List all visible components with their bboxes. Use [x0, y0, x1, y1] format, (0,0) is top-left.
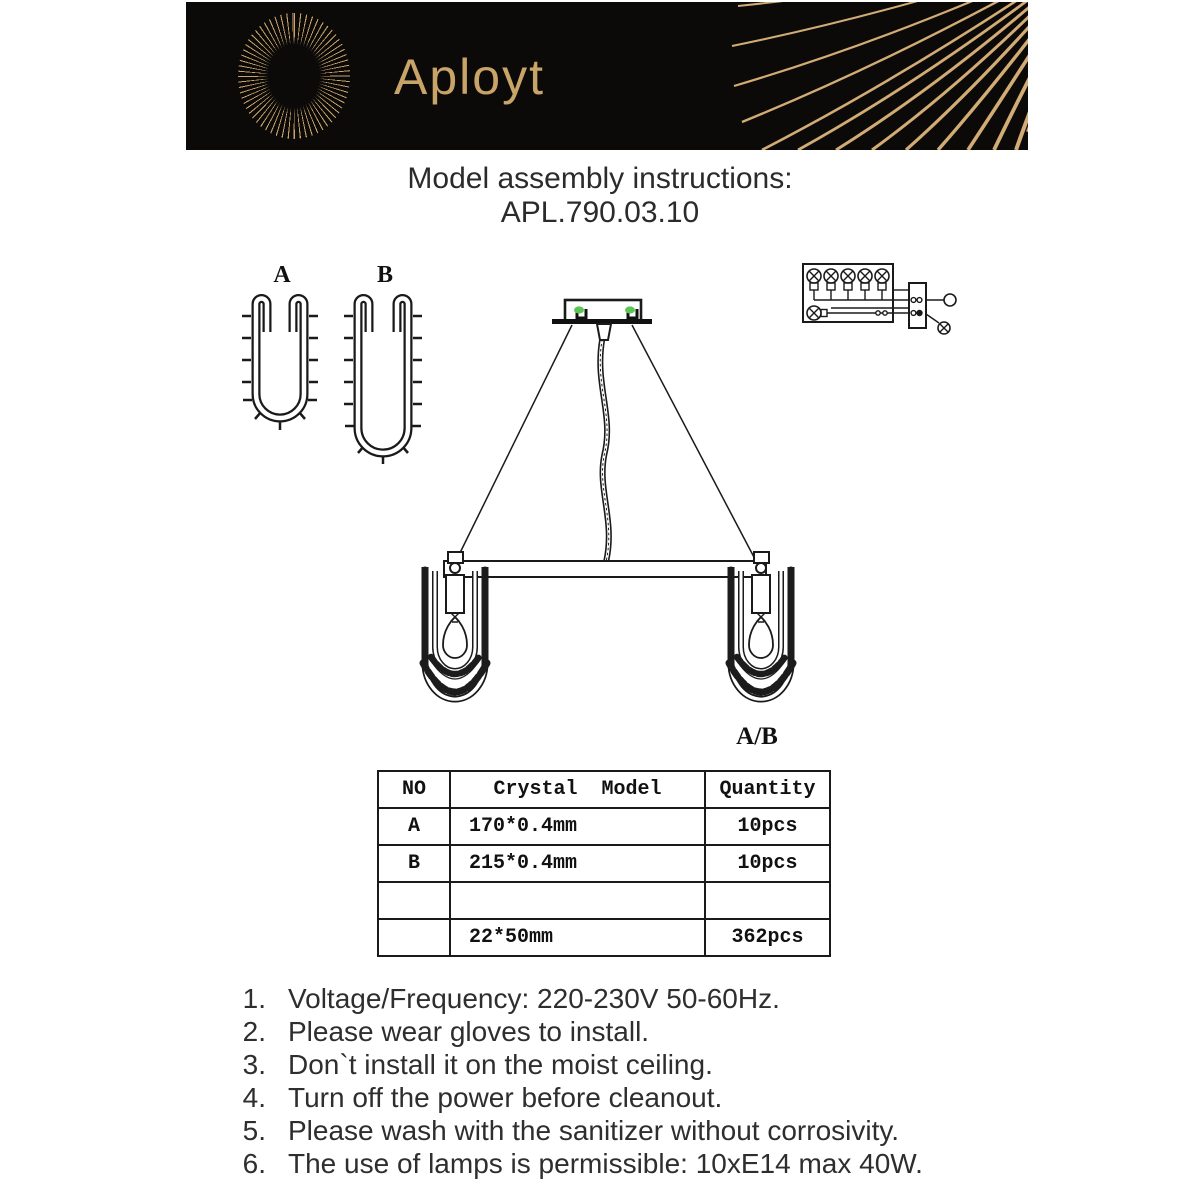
- item-number: 3.: [242, 1049, 266, 1080]
- table-row: [378, 845, 830, 882]
- item-text: Turn off the power before cleanout.: [288, 1082, 723, 1113]
- brand-name: Aployt: [394, 49, 545, 105]
- cell-no: A: [378, 808, 450, 845]
- item-number: 1.: [242, 983, 266, 1014]
- cell-qty: 10pcs: [705, 808, 830, 845]
- chandelier-assembly-diagram: [400, 285, 800, 750]
- cell-qty: 10pcs: [705, 845, 830, 882]
- cell-model: 215*0.4mm: [450, 845, 705, 882]
- model-number: APL.790.03.10: [500, 196, 700, 229]
- cell-qty: 362pcs: [705, 919, 830, 956]
- decorative-rays-icon: [186, 2, 1028, 150]
- wiring-diagram: [798, 256, 966, 342]
- item-number: 6.: [242, 1148, 266, 1179]
- cell-model: 22*50mm: [450, 919, 705, 956]
- crystal-b-label: B: [376, 262, 393, 288]
- cell-no: [378, 882, 450, 919]
- list-item: [232, 982, 1012, 1015]
- crystal-a-diagram: [240, 288, 324, 443]
- item-number: 5.: [242, 1115, 266, 1146]
- item-text: Voltage/Frequency: 220-230V 50-60Hz.: [288, 983, 780, 1014]
- item-text: Please wear gloves to install.: [288, 1016, 650, 1047]
- list-item: [232, 1114, 1012, 1147]
- list-item: [232, 1048, 1012, 1081]
- crystal-parts-table: [377, 770, 831, 957]
- instruction-list: [232, 982, 1012, 1180]
- crystal-a-label: A: [273, 262, 291, 288]
- cell-qty: [705, 882, 830, 919]
- col-header-no: NO: [378, 771, 450, 808]
- list-item: [232, 1147, 1012, 1180]
- cell-model: [450, 882, 705, 919]
- cell-no: [378, 919, 450, 956]
- list-item: [232, 1081, 1012, 1114]
- item-number: 2.: [242, 1016, 266, 1047]
- table-header-row: [378, 771, 830, 808]
- table-row: [378, 919, 830, 956]
- page-title: [0, 162, 1200, 230]
- list-item: [232, 1015, 1012, 1048]
- cell-model: 170*0.4mm: [450, 808, 705, 845]
- item-text: Don`t install it on the moist ceiling.: [288, 1049, 713, 1080]
- col-header-quantity: Quantity: [705, 771, 830, 808]
- table-row: [378, 882, 830, 919]
- table-row: [378, 808, 830, 845]
- col-header-model: Crystal Model: [450, 771, 705, 808]
- item-number: 4.: [242, 1082, 266, 1113]
- title-line-1: Model assembly instructions:: [407, 162, 793, 195]
- item-text: The use of lamps is permissible: 10xE14 max 40W.: [288, 1148, 923, 1179]
- item-text: Please wash with the sanitizer without corrosivity.: [288, 1115, 900, 1146]
- strands-ab-label: A/B: [736, 723, 778, 750]
- cell-no: B: [378, 845, 450, 882]
- brand-banner: [186, 2, 1028, 150]
